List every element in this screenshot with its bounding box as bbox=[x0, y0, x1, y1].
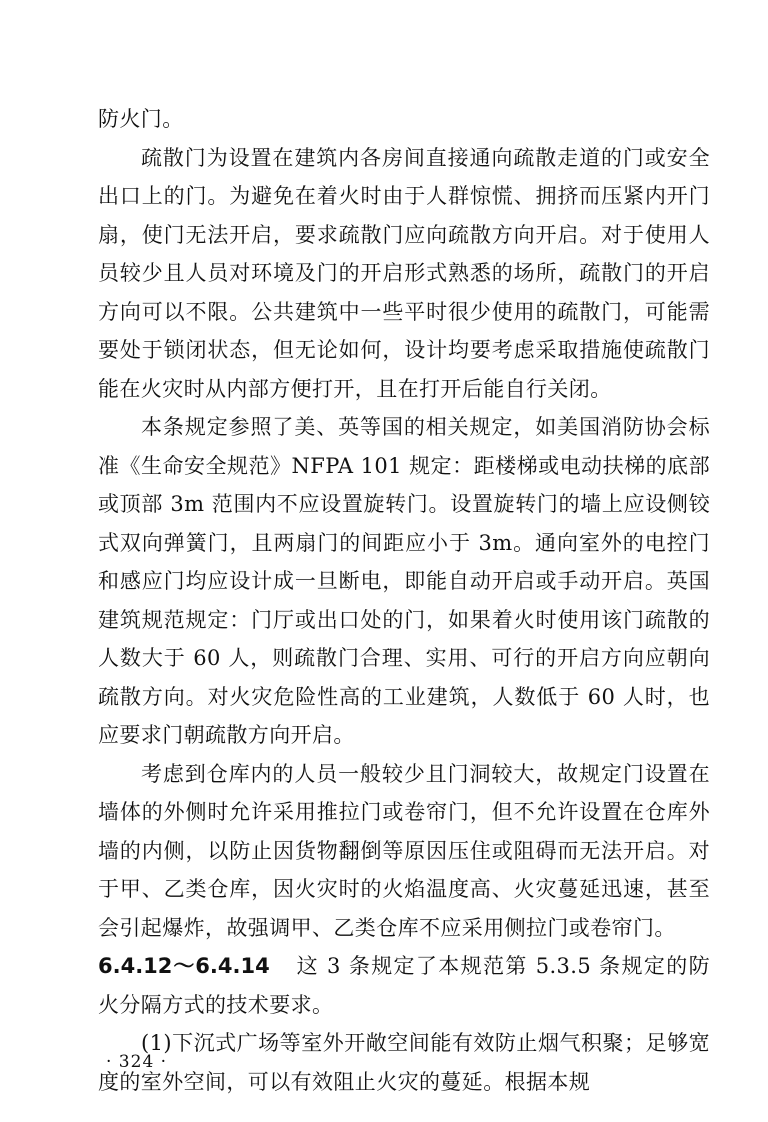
paragraph-warehouse-doors: 考虑到仓库内的人员一般较少且门洞较大，故规定门设置在墙体的外侧时允许采用推拉门或卷帘门，但不允许设置在仓库外墙的内侧，以防止因货物翻倒等原因压住或阻碍而无法开启。对于甲、乙类仓库，因火灾时的火焰温度高、火灾蔓延迅速，甚至会引起爆炸，故强调甲、乙类仓库不应采用侧拉门或卷帘门。 bbox=[98, 761, 710, 940]
page-body bbox=[98, 100, 710, 1101]
paragraph-continuation: 防火门。 bbox=[98, 107, 184, 131]
paragraph-evacuation-doors: 疏散门为设置在建筑内各房间直接通向疏散走道的门或安全出口上的门。为避免在着火时由于人群惊慌、拥挤而压紧内开门扇，使门无法开启，要求疏散门应向疏散方向开启。对于使用人员较少且人员对环境及门的开启形式熟悉的场所，疏散门的开启方向可以不限。公共建筑中一些平时很少使用的疏散门，可能需要处于锁闭状态，但无论如何，设计均要考虑采取措施使疏散门能在火灾时从内部方便打开，且在打开后能自行关闭。 bbox=[98, 145, 710, 401]
clause-text: 这 3 条规定了本规范第 5.3.5 条规定的防火分隔方式的技术要求。 bbox=[98, 954, 710, 1017]
clause-number: 6.4.12～6.4.14 bbox=[98, 954, 270, 978]
paragraph-foreign-codes: 本条规定参照了美、英等国的相关规定，如美国消防协会标准《生命安全规范》NFPA 101 规定：距楼梯或电动扶梯的底部或顶部 3m 范围内不应设置旋转门。设置旋转门的墙上应设侧铰式双向弹簧门，且两扇门的间距应小于 3m。通向室外的电控门和感应门均应设计成一旦断电，即能自动开启或手动开启。英国建筑规范规定：门厅或出口处的门，如果着火时使用该门疏散的人数大于 60 人，则疏散门合理、实用、可行的开启方向应朝向疏散方向。对火灾危险性高的工业建筑，人数低于 60 人时，也应要求门朝疏散方向开启。 bbox=[98, 415, 710, 747]
clause-paragraph bbox=[98, 947, 710, 1024]
paragraph-item-1: (1)下沉式广场等室外开敞空间能有效防止烟气积聚；足够宽度的室外空间，可以有效阻止火灾的蔓延。根据本规 bbox=[98, 1031, 710, 1094]
page-number: · 324 · bbox=[106, 1052, 168, 1072]
